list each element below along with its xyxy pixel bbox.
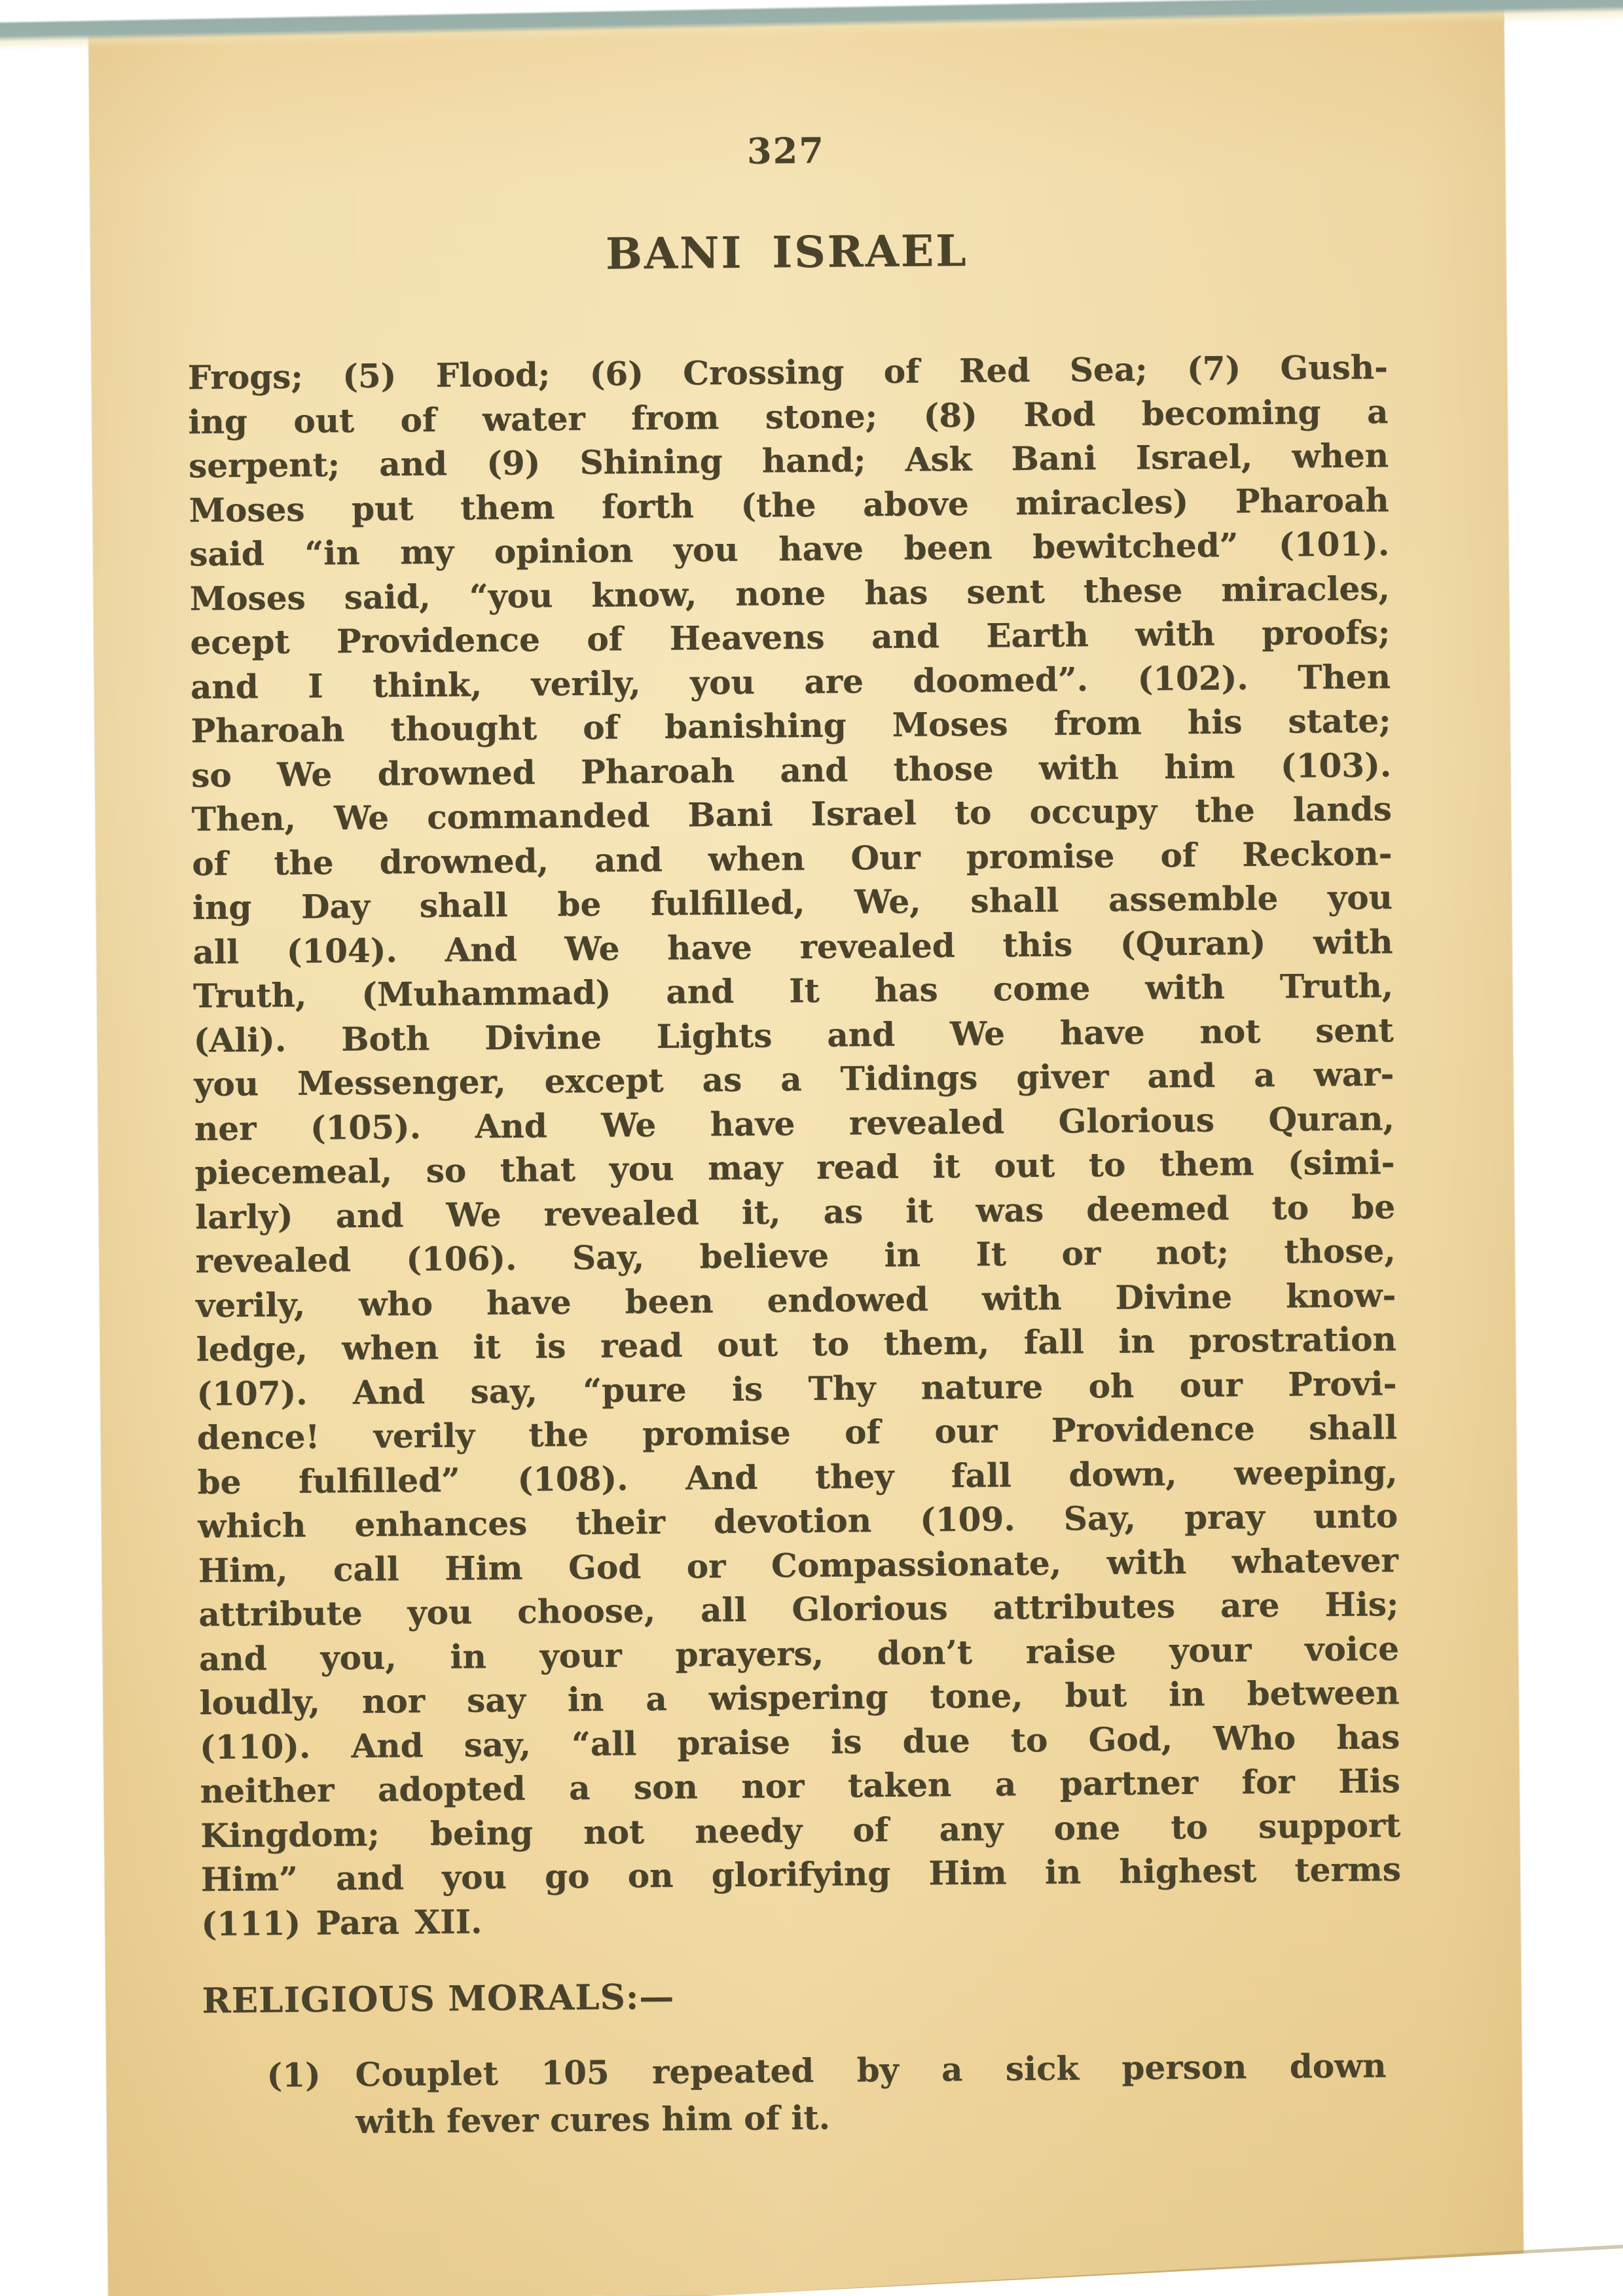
body-line: attribute you choose, all Glorious attributes are His; xyxy=(198,1585,1399,1634)
body-line: ing Day shall be fulfilled, We, shall assemble you xyxy=(192,878,1393,927)
body-line: Truth, (Muhammad) and It has come with Truth, xyxy=(192,966,1394,1016)
body-line: Frogs; (5) Flood; (6) Crossing of Red Sea; (7) Gush- xyxy=(187,348,1389,397)
body-line: Him, call Him God or Compassionate, with whatever xyxy=(198,1540,1398,1590)
body-line: ner (105). And We have revealed Glorious Quran, xyxy=(194,1098,1395,1148)
body-line: which enhances their devotion (109. Say, pray unto xyxy=(197,1496,1398,1546)
body-line: verily, who have been endowed with Divine know- xyxy=(195,1275,1396,1325)
body-line: Moses said, “you know, none has sent these miracles, xyxy=(189,568,1391,618)
body-line: and you, in your prayers, don’t raise your voice xyxy=(198,1628,1400,1678)
body-line: Him” and you go on glorifying Him in highest terms xyxy=(200,1850,1402,1899)
body-line: serpent; and (9) Shining hand; Ask Bani Israel, when xyxy=(188,436,1389,486)
body-line: larly) and We revealed it, as it was deemed to be xyxy=(194,1187,1396,1236)
body-line: ledge, when it is read out to them, fall in prostration xyxy=(196,1319,1397,1369)
body-line: (107). And say, “pure is Thy nature oh our Provi- xyxy=(196,1363,1397,1413)
body-line: be fulfilled” (108). And they fall down, weeping, xyxy=(197,1452,1398,1501)
body-line: revealed (106). Say, believe in It or not; those, xyxy=(195,1231,1396,1281)
body-line: (110). And say, “all praise is due to God, Who has xyxy=(199,1717,1400,1767)
body-line: Pharoah thought of banishing Moses from his state; xyxy=(191,701,1391,751)
body-paragraph xyxy=(188,345,1402,1946)
body-line: (111) Para XII. xyxy=(201,1901,483,1943)
page-number: 327 xyxy=(746,129,826,172)
book-page xyxy=(88,0,1524,2296)
body-line: you Messenger, except as a Tidings giver and a war- xyxy=(194,1054,1395,1104)
body-line: neither adopted a son nor taken a partner for His xyxy=(200,1761,1400,1811)
body-line: and I think, verily, you are doomed”. (102). Then xyxy=(190,656,1391,706)
body-line: Kingdom; being not needy of any one to support xyxy=(200,1805,1401,1855)
list-item-line: Couplet 105 repeated by a sick person down xyxy=(355,2046,1387,2094)
body-line: ing out of water from stone; (8) Rod becoming a xyxy=(188,391,1389,441)
body-line: ecept Providence of Heavens and Earth with proofs; xyxy=(190,613,1391,662)
body-line: all (104). And We have revealed this (Quran) with xyxy=(192,922,1393,971)
body-line: Then, We commanded Bani Israel to occupy the lands xyxy=(191,789,1392,839)
body-line: (Ali). Both Divine Lights and We have not sent xyxy=(193,1010,1394,1060)
list-item-text xyxy=(355,2042,1387,2145)
body-line: of the drowned, and when Our promise of Reckon- xyxy=(192,833,1393,883)
page-title: BANI ISRAEL xyxy=(605,224,968,279)
section-heading: RELIGIOUS MORALS:— xyxy=(202,1976,675,2022)
body-line: so We drowned Pharoah and those with him (103). xyxy=(191,745,1392,795)
body-line: dence! verily the promise of our Providence shall xyxy=(196,1408,1398,1458)
list-item-marker: (1) xyxy=(266,2055,321,2095)
list-item-line: with fever cures him of it. xyxy=(355,2098,831,2142)
list-item xyxy=(266,2042,1390,2146)
body-line: piecemeal, so that you may read it out to them (simi- xyxy=(194,1143,1395,1193)
body-line: loudly, nor say in a wispering tone, but in between xyxy=(199,1673,1400,1723)
body-line: said “in my opinion you have been bewitched” (101). xyxy=(189,524,1390,574)
body-line: Moses put them forth (the above miracles) Pharoah xyxy=(189,480,1389,529)
